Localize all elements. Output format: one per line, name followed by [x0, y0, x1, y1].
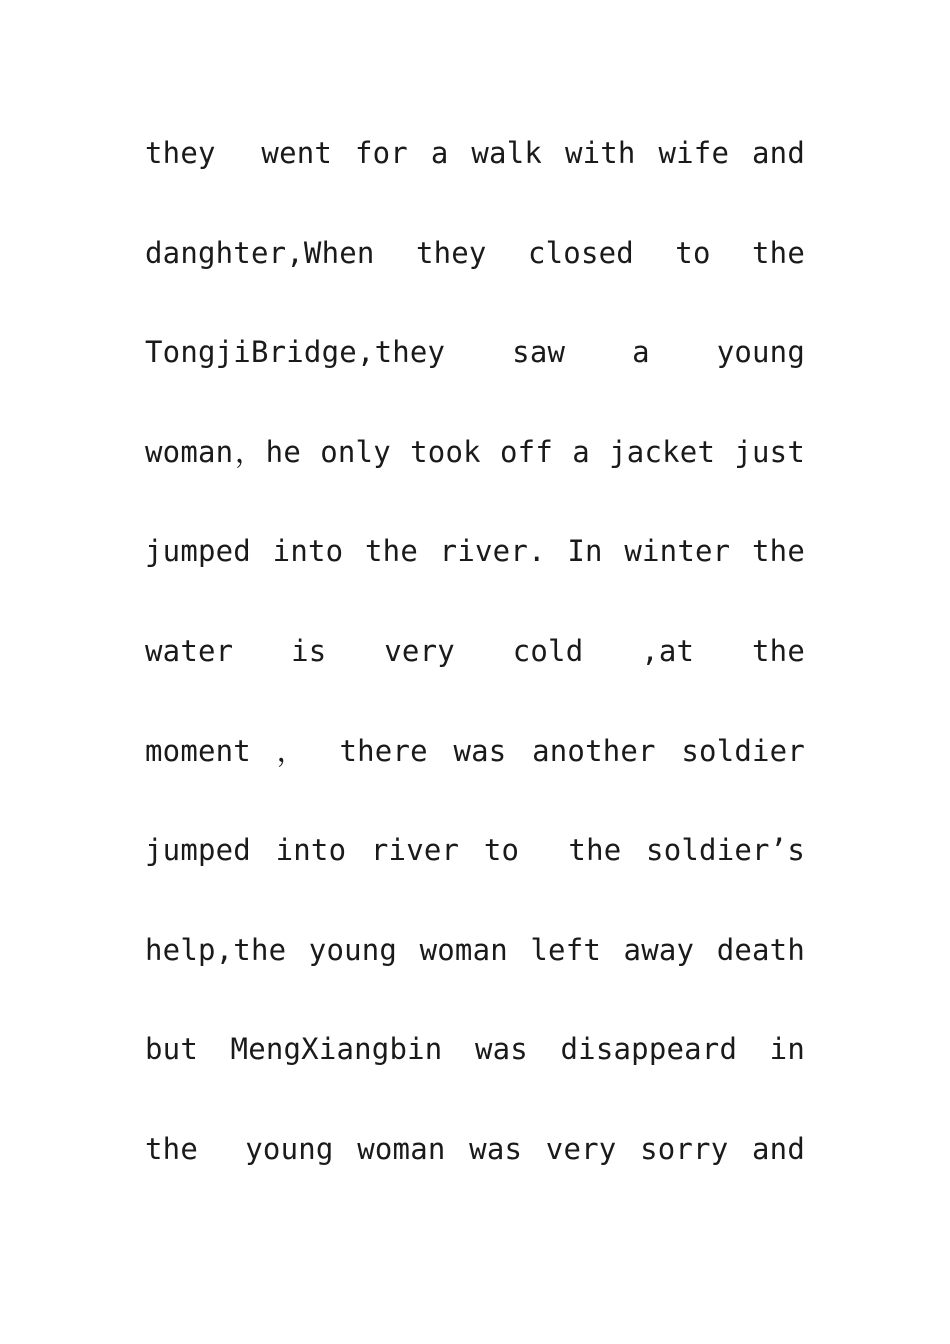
text-line-11: the young woman was very sorry and: [145, 1131, 805, 1166]
text-line-4: woman，he only took off a jacket just: [145, 434, 805, 469]
text-line-6: water is very cold ,at the: [145, 633, 805, 668]
text-line-5: jumped into the river. In winter the: [145, 534, 805, 569]
text-line-1: they went for a walk with wife and: [145, 136, 805, 170]
text-line-2: danghter,When they closed to the: [145, 235, 805, 270]
text-line-3: TongjiBridge,they saw a young: [145, 335, 805, 370]
text-line-8: jumped into river to the soldier’s: [145, 833, 805, 868]
text-line-9: help,the young woman left away death: [145, 932, 805, 967]
body-text: [145, 126, 805, 1222]
text-line-7: moment ， there was another soldier: [145, 733, 805, 768]
text-line-10: but MengXiangbin was disappeard in: [145, 1032, 805, 1067]
